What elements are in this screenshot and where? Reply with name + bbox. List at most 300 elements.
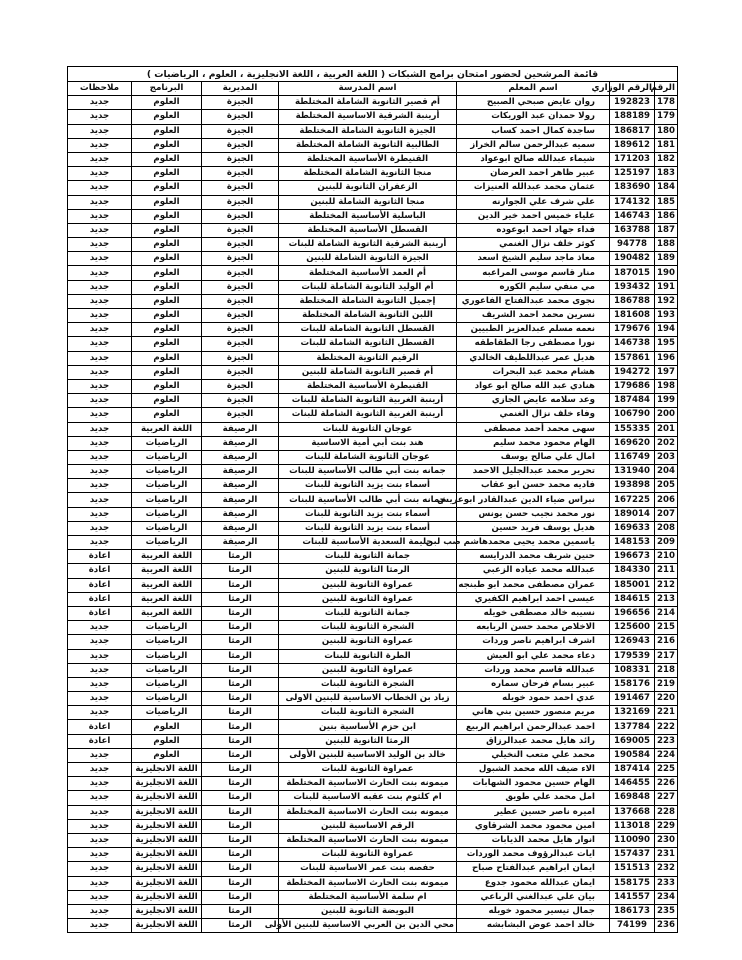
row-number-cell: 233 [655,876,678,890]
program-cell: العلوم [132,138,202,152]
table-row [68,791,678,805]
teacher-name-cell: وعد سلامه عايض الجازي [457,394,610,408]
school-name-cell: عوجان الثانوية للبنات [279,422,457,436]
row-number-cell: 236 [655,919,678,933]
row-number-cell: 186 [655,209,678,223]
notes-cell: جديد [68,904,132,918]
teacher-name-cell: مي منفي سليم الكوره [457,280,610,294]
program-cell: العلوم [132,309,202,323]
header-notes: ملاحظات [68,82,132,96]
school-name-cell: محي الدين بن العربي الاساسية للبنين الأولى [279,919,457,933]
table-row [68,904,678,918]
directorate-cell: الرصيفة [202,536,279,550]
teacher-name-cell: سميه عبدالرحمن سالم الخراز [457,138,610,152]
notes-cell: جديد [68,152,132,166]
row-number-cell: 195 [655,337,678,351]
ministry-number-cell: 181608 [610,309,655,323]
header-num: الرقم [655,82,678,96]
program-cell: الرياضيات [132,706,202,720]
directorate-cell: الرصيفة [202,493,279,507]
program-cell: العلوم [132,238,202,252]
school-name-cell: ميمونه بنت الحارث الاساسية المختلطة [279,833,457,847]
teacher-name-cell: عبدالله محمد عياده الزعبي [457,564,610,578]
table-row [68,677,678,691]
notes-cell: جديد [68,252,132,266]
ministry-number-cell: 125600 [610,621,655,635]
notes-cell: جديد [68,450,132,464]
notes-cell: جديد [68,110,132,124]
notes-cell: جديد [68,294,132,308]
table-row [68,919,678,933]
school-name-cell: الرمثا الثانوية للبنين [279,734,457,748]
teacher-name-cell: الهام حسين محمود الشهابات [457,777,610,791]
notes-cell: جديد [68,848,132,862]
teacher-name-cell: عثمان محمد عبدالله العنيزات [457,181,610,195]
row-number-cell: 201 [655,422,678,436]
page-title: قائمة المرشحين لحضور امتحان برامج الشبكات ( اللغة العربية ، اللغة الانجليزية ، العلوم ، الرياضيات ) [68,67,678,82]
notes-cell: جديد [68,280,132,294]
school-name-cell: الزعفران الثانوية للبنين [279,181,457,195]
row-number-cell: 188 [655,238,678,252]
ministry-number-cell: 179676 [610,323,655,337]
table-row [68,394,678,408]
directorate-cell: الرصيفة [202,422,279,436]
program-cell: العلوم [132,351,202,365]
school-name-cell: ميمونه بنت الحارث الاساسية المختلطة [279,777,457,791]
row-number-cell: 212 [655,578,678,592]
table-row [68,819,678,833]
row-number-cell: 181 [655,138,678,152]
directorate-cell: الجيزة [202,138,279,152]
directorate-cell: الجيزة [202,152,279,166]
teacher-name-cell: نور محمد نجيب حسن يونس [457,507,610,521]
directorate-cell: الرمثا [202,663,279,677]
table-row [68,309,678,323]
table-row [68,635,678,649]
school-name-cell: جمانه بنت أبي طالب الأساسية للبنات [279,465,457,479]
row-number-cell: 227 [655,791,678,805]
ministry-number-cell: 194272 [610,365,655,379]
table-row [68,408,678,422]
program-cell: الرياضيات [132,507,202,521]
row-number-cell: 190 [655,266,678,280]
ministry-number-cell: 157861 [610,351,655,365]
program-cell: اللغة الانجليزية [132,819,202,833]
program-cell: الرياضيات [132,621,202,635]
school-name-cell: جمانة الثانوية للبنات [279,550,457,564]
program-cell: العلوم [132,748,202,762]
teacher-name-cell: رائد هايل محمد عبدالرزاق [457,734,610,748]
school-name-cell: عمراوة الثانوية للبنين [279,635,457,649]
program-cell: العلوم [132,266,202,280]
notes-cell: جديد [68,181,132,195]
school-name-cell: أم الوليد الثانوية الشاملة للبنات [279,280,457,294]
directorate-cell: الجيزة [202,238,279,252]
notes-cell: جديد [68,309,132,323]
teacher-name-cell: هديل يوسف فريد حسين [457,521,610,535]
program-cell: العلوم [132,734,202,748]
row-number-cell: 205 [655,479,678,493]
program-cell: العلوم [132,365,202,379]
row-number-cell: 208 [655,521,678,535]
ministry-number-cell: 151513 [610,862,655,876]
header-teacher-name: اسم المعلم [457,82,610,96]
teacher-name-cell: جمال تيسير محمود خويله [457,904,610,918]
notes-cell: جديد [68,805,132,819]
program-cell: اللغة الانجليزية [132,919,202,933]
table-row [68,323,678,337]
notes-cell: جديد [68,351,132,365]
candidates-sheet [67,66,677,933]
school-name-cell: أم قصير الثانوية الشاملة المختلطة [279,96,457,110]
table-row [68,223,678,237]
table-row [68,195,678,209]
directorate-cell: الجيزة [202,365,279,379]
directorate-cell: الجيزة [202,223,279,237]
directorate-cell: الرمثا [202,833,279,847]
table-row [68,379,678,393]
school-name-cell: عمراوة الثانوية للبنين [279,592,457,606]
notes-cell: جديد [68,507,132,521]
table-row [68,536,678,550]
teacher-name-cell: اميره ناصر حسين عطير [457,805,610,819]
notes-cell: جديد [68,862,132,876]
school-name-cell: الشجرة الثانوية للبنات [279,621,457,635]
table-row [68,521,678,535]
row-number-cell: 234 [655,890,678,904]
teacher-name-cell: دعاء محمد علي ابو العيش [457,649,610,663]
ministry-number-cell: 148153 [610,536,655,550]
school-name-cell: أرينبة الغربية الثانوية الشاملة للبنات [279,408,457,422]
program-cell: الرياضيات [132,521,202,535]
table-row [68,238,678,252]
teacher-name-cell: هشام محمد عبد البحرات [457,365,610,379]
table-row [68,606,678,620]
row-number-cell: 231 [655,848,678,862]
table-row [68,550,678,564]
ministry-number-cell: 179539 [610,649,655,663]
teacher-name-cell: عدي احمد حمود خويله [457,692,610,706]
directorate-cell: الجيزة [202,294,279,308]
row-number-cell: 221 [655,706,678,720]
table-row [68,124,678,138]
directorate-cell: الرمثا [202,904,279,918]
row-number-cell: 228 [655,805,678,819]
ministry-number-cell: 174132 [610,195,655,209]
directorate-cell: الرمثا [202,777,279,791]
row-number-cell: 219 [655,677,678,691]
row-number-cell: 187 [655,223,678,237]
program-cell: العلوم [132,181,202,195]
notes-cell: اعادة [68,592,132,606]
notes-cell: جديد [68,777,132,791]
program-cell: الرياضيات [132,479,202,493]
school-name-cell: عمراوة الثانوية للبنين [279,663,457,677]
program-cell: العلوم [132,195,202,209]
table-row [68,422,678,436]
teacher-name-cell: اشرف ابراهيم ناصر وردات [457,635,610,649]
ministry-number-cell: 169848 [610,791,655,805]
notes-cell: جديد [68,238,132,252]
teacher-name-cell: هديل عمر عبداللطيف الخالدي [457,351,610,365]
program-cell: الرياضيات [132,493,202,507]
directorate-cell: الرصيفة [202,436,279,450]
ministry-number-cell: 158175 [610,876,655,890]
school-name-cell: إجميل الثانوية الشاملة المختلطة [279,294,457,308]
table-row [68,465,678,479]
teacher-name-cell: نبراس ضياء الدين عبدالقادر ابوعريش [457,493,610,507]
notes-cell: جديد [68,408,132,422]
ministry-number-cell: 125197 [610,167,655,181]
table-row [68,720,678,734]
teacher-name-cell: خالد احمد عوض البشابشه [457,919,610,933]
directorate-cell: الجيزة [202,408,279,422]
ministry-number-cell: 169620 [610,436,655,450]
school-name-cell: منجا الثانوية الشاملة للبنين [279,195,457,209]
notes-cell: جديد [68,195,132,209]
ministry-number-cell: 106790 [610,408,655,422]
ministry-number-cell: 94778 [610,238,655,252]
ministry-number-cell: 137784 [610,720,655,734]
ministry-number-cell: 113018 [610,819,655,833]
directorate-cell: الرمثا [202,550,279,564]
school-name-cell: أسماء بنت يزيد الثانوية للبنات [279,479,457,493]
ministry-number-cell: 186173 [610,904,655,918]
school-name-cell: القسطل الأساسية المختلطة [279,223,457,237]
ministry-number-cell: 192823 [610,96,655,110]
notes-cell: اعادة [68,550,132,564]
ministry-number-cell: 189014 [610,507,655,521]
program-cell: الرياضيات [132,465,202,479]
program-cell: اللغة الانجليزية [132,763,202,777]
ministry-number-cell: 155335 [610,422,655,436]
school-name-cell: القنيطرة الأساسية المختلطة [279,152,457,166]
row-number-cell: 179 [655,110,678,124]
notes-cell: جديد [68,819,132,833]
notes-cell: جديد [68,422,132,436]
program-cell: العلوم [132,124,202,138]
program-cell: العلوم [132,209,202,223]
notes-cell: جديد [68,692,132,706]
row-number-cell: 229 [655,819,678,833]
program-cell: اللغة الانجليزية [132,833,202,847]
ministry-number-cell: 146738 [610,337,655,351]
ministry-number-cell: 196673 [610,550,655,564]
directorate-cell: الجيزة [202,351,279,365]
school-name-cell: أسماء بنت يزيد الثانوية للبنات [279,507,457,521]
teacher-name-cell: نورا مصطفى رجا الطقاطقه [457,337,610,351]
ministry-number-cell: 185001 [610,578,655,592]
teacher-name-cell: امين محمود محمد الشرقاوي [457,819,610,833]
school-name-cell: ام كلثوم بنت عقبه الاساسية للبنات [279,791,457,805]
directorate-cell: الرمثا [202,706,279,720]
ministry-number-cell: 158176 [610,677,655,691]
ministry-number-cell: 169633 [610,521,655,535]
notes-cell: جديد [68,167,132,181]
teacher-name-cell: عمران مصطفى محمد ابو طبنجه [457,578,610,592]
table-row [68,748,678,762]
row-number-cell: 202 [655,436,678,450]
teacher-name-cell: بيان علي عبدالغني الرباعي [457,890,610,904]
directorate-cell: الجيزة [202,266,279,280]
teacher-name-cell: ايمان عبدالله محمود جدوع [457,876,610,890]
ministry-number-cell: 74199 [610,919,655,933]
header-program: البرنامج [132,82,202,96]
table-row [68,862,678,876]
program-cell: العلوم [132,223,202,237]
school-name-cell: منجا الثانوية الشاملة المختلطة [279,167,457,181]
ministry-number-cell: 184330 [610,564,655,578]
notes-cell: اعادة [68,578,132,592]
ministry-number-cell: 157437 [610,848,655,862]
teacher-name-cell: عبير ظاهر احمد العرضان [457,167,610,181]
school-name-cell: أم العمد الأساسية المختلطة [279,266,457,280]
notes-cell: جديد [68,493,132,507]
school-name-cell: الباسلية الأساسية المختلطة [279,209,457,223]
teacher-name-cell: ايات عبدالرؤوف محمد الوردات [457,848,610,862]
school-name-cell: القسطل الثانوية الشاملة للبنات [279,323,457,337]
program-cell: اللغة العربية [132,422,202,436]
table-row [68,436,678,450]
notes-cell: جديد [68,223,132,237]
directorate-cell: الرمثا [202,876,279,890]
row-number-cell: 235 [655,904,678,918]
notes-cell: جديد [68,763,132,777]
table-row [68,621,678,635]
row-number-cell: 207 [655,507,678,521]
table-row [68,578,678,592]
table-row [68,805,678,819]
row-number-cell: 213 [655,592,678,606]
row-number-cell: 217 [655,649,678,663]
school-name-cell: الرقم الاساسية للبنين [279,819,457,833]
table-row [68,181,678,195]
ministry-number-cell: 196656 [610,606,655,620]
notes-cell: جديد [68,365,132,379]
table-row [68,266,678,280]
program-cell: العلوم [132,337,202,351]
notes-cell: اعادة [68,734,132,748]
ministry-number-cell: 141557 [610,890,655,904]
school-name-cell: هند بنت أبي أمية الاساسية [279,436,457,450]
candidates-table [67,66,678,933]
header-ministry-number: الرقم الوزاري [610,82,655,96]
program-cell: الرياضيات [132,635,202,649]
row-number-cell: 183 [655,167,678,181]
program-cell: الرياضيات [132,649,202,663]
teacher-name-cell: نجوى محمد عبدالفتاح الفاعوري [457,294,610,308]
school-name-cell: البويضة الثانوية للبنين [279,904,457,918]
row-number-cell: 226 [655,777,678,791]
table-row [68,848,678,862]
school-name-cell: عمراوة الثانوية للبنات [279,763,457,777]
ministry-number-cell: 146455 [610,777,655,791]
teacher-name-cell: احمد عبدالرحمن ابراهيم الربيع [457,720,610,734]
header-directorate: المديرية [202,82,279,96]
ministry-number-cell: 110090 [610,833,655,847]
row-number-cell: 189 [655,252,678,266]
notes-cell: جديد [68,323,132,337]
directorate-cell: الرمثا [202,748,279,762]
school-name-cell: ميمونه بنت الحارث الاساسية المختلطة [279,805,457,819]
directorate-cell: الجيزة [202,110,279,124]
teacher-name-cell: سهى محمد أحمد مصطفى [457,422,610,436]
row-number-cell: 180 [655,124,678,138]
notes-cell: جديد [68,266,132,280]
school-name-cell: الطالبية الثانوية الشاملة المختلطة [279,138,457,152]
ministry-number-cell: 132169 [610,706,655,720]
row-number-cell: 200 [655,408,678,422]
program-cell: العلوم [132,323,202,337]
program-cell: اللغة الانجليزية [132,890,202,904]
table-row [68,337,678,351]
program-cell: اللغة الانجليزية [132,805,202,819]
table-row [68,876,678,890]
row-number-cell: 225 [655,763,678,777]
notes-cell: جديد [68,436,132,450]
notes-cell: جديد [68,876,132,890]
directorate-cell: الجيزة [202,181,279,195]
directorate-cell: الرمثا [202,592,279,606]
school-name-cell: أم قصير الثانوية الشاملة للبنين [279,365,457,379]
ministry-number-cell: 188189 [610,110,655,124]
table-row [68,692,678,706]
teacher-name-cell: معاذ ماجد سليم الشيخ اسعد [457,252,610,266]
teacher-name-cell: عيسى احمد ابراهيم الكفيري [457,592,610,606]
row-number-cell: 191 [655,280,678,294]
notes-cell: جديد [68,536,132,550]
teacher-name-cell: منار قاسم موسى المراعبه [457,266,610,280]
ministry-number-cell: 169005 [610,734,655,748]
school-name-cell: الجيزة الثانوية الشاملة للبنين [279,252,457,266]
school-name-cell: ميمونه بنت الحارث الاساسية المختلطة [279,876,457,890]
notes-cell: جديد [68,663,132,677]
directorate-cell: الرصيفة [202,465,279,479]
notes-cell: جديد [68,394,132,408]
directorate-cell: الجيزة [202,280,279,294]
directorate-cell: الرمثا [202,734,279,748]
teacher-name-cell: عبير بسام فرحان سماره [457,677,610,691]
row-number-cell: 224 [655,748,678,762]
notes-cell: اعادة [68,606,132,620]
directorate-cell: الجيزة [202,252,279,266]
directorate-cell: الرصيفة [202,479,279,493]
row-number-cell: 218 [655,663,678,677]
program-cell: اللغة الانجليزية [132,777,202,791]
table-row [68,777,678,791]
directorate-cell: الجيزة [202,96,279,110]
directorate-cell: الرمثا [202,692,279,706]
directorate-cell: الرصيفة [202,521,279,535]
row-number-cell: 182 [655,152,678,166]
directorate-cell: الرمثا [202,564,279,578]
ministry-number-cell: 146743 [610,209,655,223]
notes-cell: جديد [68,748,132,762]
teacher-name-cell: الاخلاص محمد حسن الربابعه [457,621,610,635]
program-cell: الرياضيات [132,536,202,550]
notes-cell: جديد [68,621,132,635]
school-name-cell: أرينبة الشرقية الثانوية الشاملة للبنات [279,238,457,252]
table-row [68,479,678,493]
directorate-cell: الرمثا [202,763,279,777]
notes-cell: جديد [68,124,132,138]
row-number-cell: 198 [655,379,678,393]
program-cell: العلوم [132,394,202,408]
teacher-name-cell: فاديه محمد حسن ابو عقاب [457,479,610,493]
school-name-cell: ابن حزم الأساسية بنين [279,720,457,734]
program-cell: الرياضيات [132,663,202,677]
directorate-cell: الجيزة [202,394,279,408]
